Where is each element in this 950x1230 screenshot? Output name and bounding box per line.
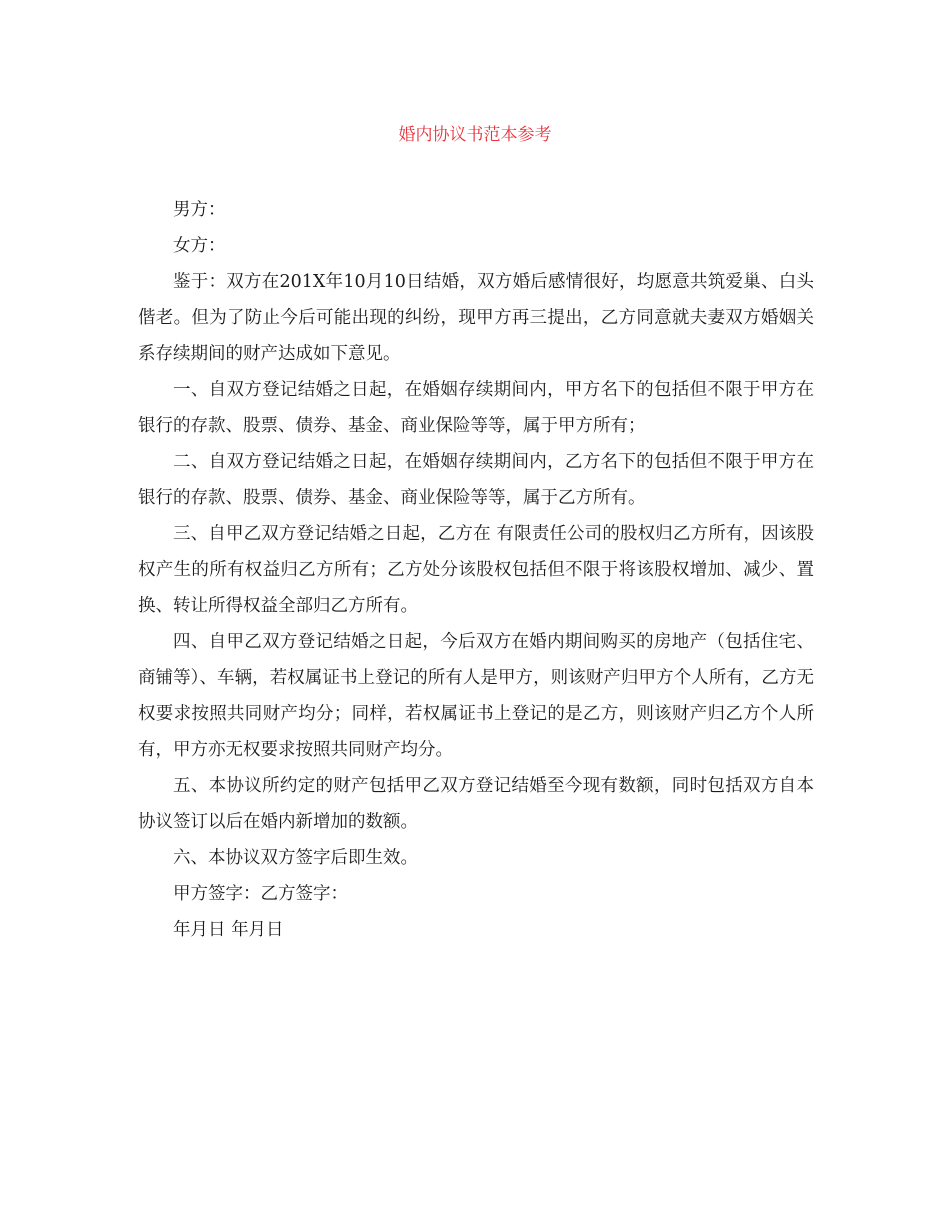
date-line: 年月日 年月日: [173, 920, 284, 940]
clause-5-paragraph: 五、本协议所约定的财产包括甲乙双方登记结婚至今现有数额，同时包括双方自本协议签订以后在婚内新增加的数额。: [138, 776, 814, 832]
party-male-line: 男方：: [173, 200, 226, 220]
party-female-line: 女方：: [173, 236, 226, 256]
clause-4-paragraph: 四、自甲乙双方登记结婚之日起，今后双方在婚内期间购买的房地产（包括住宅、商铺等）、车辆，若权属证书上登记的所有人是甲方，则该财产归甲方个人所有，乙方无权要求按照共同财产均分；同样，若权属证书上登记的是乙方，则该财产归乙方个人所有，甲方亦无权要求按照共同财产均分。: [138, 632, 814, 760]
document-title: 婚内协议书范本参考: [398, 125, 552, 145]
clause-1-paragraph: 一、自双方登记结婚之日起，在婚姻存续期间内，甲方名下的包括但不限于甲方在银行的存款、股票、债券、基金、商业保险等等，属于甲方所有；: [138, 380, 814, 436]
preamble-paragraph: 鉴于：双方在201X年10月10日结婚，双方婚后感情很好，均愿意共筑爱巢、白头偕老。但为了防止今后可能出现的纠纷，现甲方再三提出，乙方同意就夫妻双方婚姻关系存续期间的财产达成如下意见。: [138, 272, 814, 364]
clause-3-paragraph: 三、自甲乙双方登记结婚之日起，乙方在 有限责任公司的股权归乙方所有，因该股权产生的所有权益归乙方所有；乙方处分该股权包括但不限于将该股权增加、减少、置换、转让所得权益全部归乙方所有。: [138, 524, 814, 616]
signature-line: 甲方签字：乙方签字：: [173, 884, 348, 904]
clause-2-paragraph: 二、自双方登记结婚之日起，在婚姻存续期间内，乙方名下的包括但不限于甲方在银行的存款、股票、债券、基金、商业保险等等，属于乙方所有。: [138, 452, 814, 508]
document-body: [138, 192, 814, 948]
clause-6-paragraph: 六、本协议双方签字后即生效。: [173, 848, 418, 868]
